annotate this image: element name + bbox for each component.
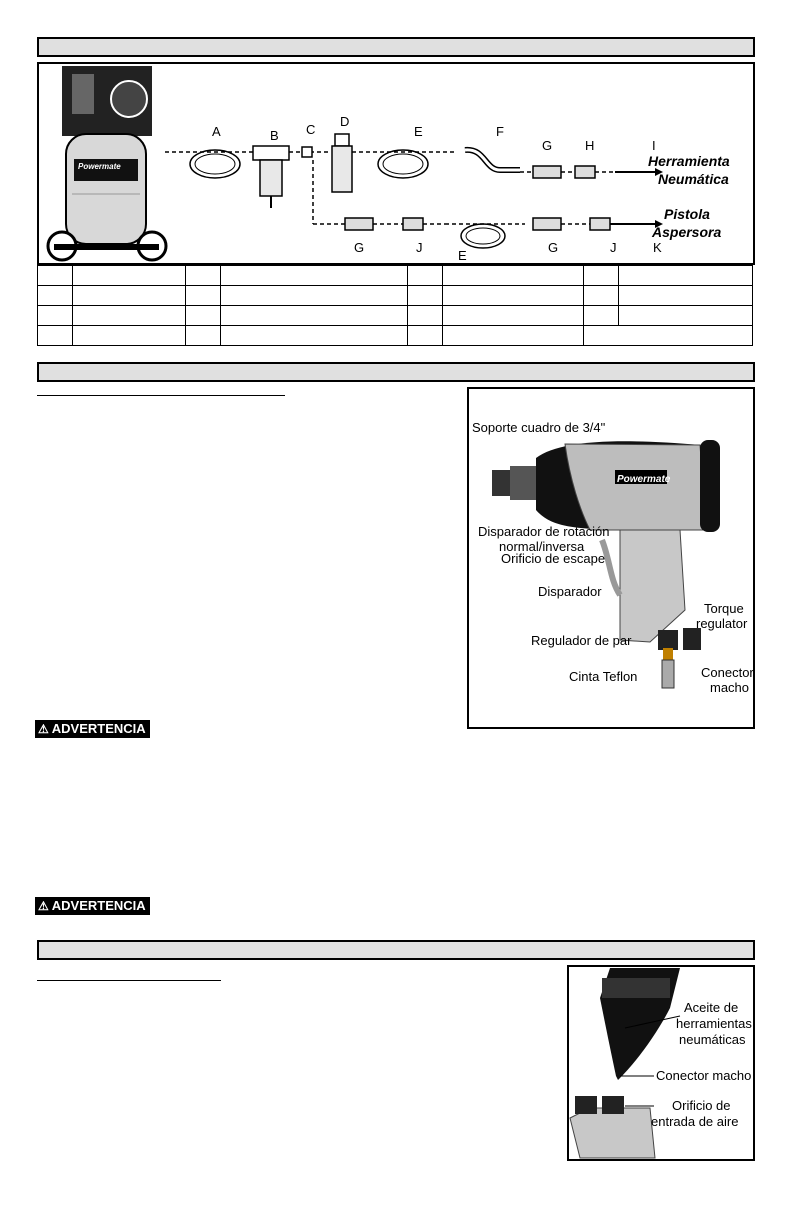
label-oil-1: Aceite de: [684, 1000, 739, 1015]
tank-brand: Powermate: [78, 162, 121, 171]
letter-k: K: [653, 240, 662, 255]
letter-j1: J: [416, 240, 423, 255]
warning-badge-2: [35, 897, 150, 915]
section-bar-2: [37, 362, 755, 382]
label-teflon: Cinta Teflon: [569, 669, 638, 684]
spray-label-1: Pistola: [664, 206, 710, 222]
label-exhaust: Orificio de escape: [501, 551, 606, 566]
wrench-brand: Powermate: [617, 474, 671, 485]
label-oil-2: herramientas: [676, 1016, 752, 1031]
letter-j2: J: [610, 240, 617, 255]
label-oil-3: neumáticas: [679, 1032, 746, 1047]
hose-assembly-drawing: [165, 120, 635, 250]
label-torque-2: regulator: [696, 616, 748, 631]
subheading-rule-1: [37, 395, 285, 396]
letter-i: I: [652, 138, 656, 153]
letter-e1: E: [414, 124, 423, 139]
letter-b: B: [270, 128, 279, 143]
tool-label-2: Neumática: [658, 171, 729, 187]
label-reverse-1: Disparador de rotación: [478, 524, 610, 539]
section-bar-1: [37, 37, 755, 57]
letter-g1: G: [542, 138, 553, 153]
spray-label-2: Aspersora: [652, 224, 722, 240]
label-regulator: Regulador de par: [531, 633, 632, 648]
label-reverse-2: normal/inversa: [499, 539, 585, 554]
tool-label-1: Herramienta: [648, 153, 730, 169]
warning-text-2: ADVERTENCIA: [51, 898, 146, 913]
letter-g2: G: [354, 240, 365, 255]
letter-a: A: [212, 124, 221, 139]
warning-triangle-icon: ⚠: [38, 722, 49, 736]
label-inlet-2: entrada de aire: [651, 1114, 739, 1129]
letter-e2: E: [458, 248, 467, 263]
letter-d: D: [340, 114, 350, 129]
label-connector: Conector macho: [656, 1068, 752, 1083]
letter-g3: G: [548, 240, 559, 255]
warning-text-1: ADVERTENCIA: [51, 721, 146, 736]
label-male-2: macho: [710, 680, 750, 695]
label-trigger: Disparador: [538, 584, 602, 599]
label-inlet-1: Orificio de: [672, 1098, 731, 1113]
section-bar-3: [37, 940, 755, 960]
letter-h: H: [585, 138, 595, 153]
parts-table: [37, 265, 753, 346]
label-male-1: Conector: [701, 665, 754, 680]
warning-triangle-icon: ⚠: [38, 899, 49, 913]
oil-bottle-drawing: [570, 968, 752, 1158]
letter-c: C: [306, 122, 316, 137]
subheading-rule-2: [37, 980, 221, 981]
letter-f: F: [496, 124, 504, 139]
warning-badge-1: [35, 720, 150, 738]
label-torque-1: Torque: [704, 601, 744, 616]
label-anvil: Soporte cuadro de 3/4": [472, 420, 606, 435]
